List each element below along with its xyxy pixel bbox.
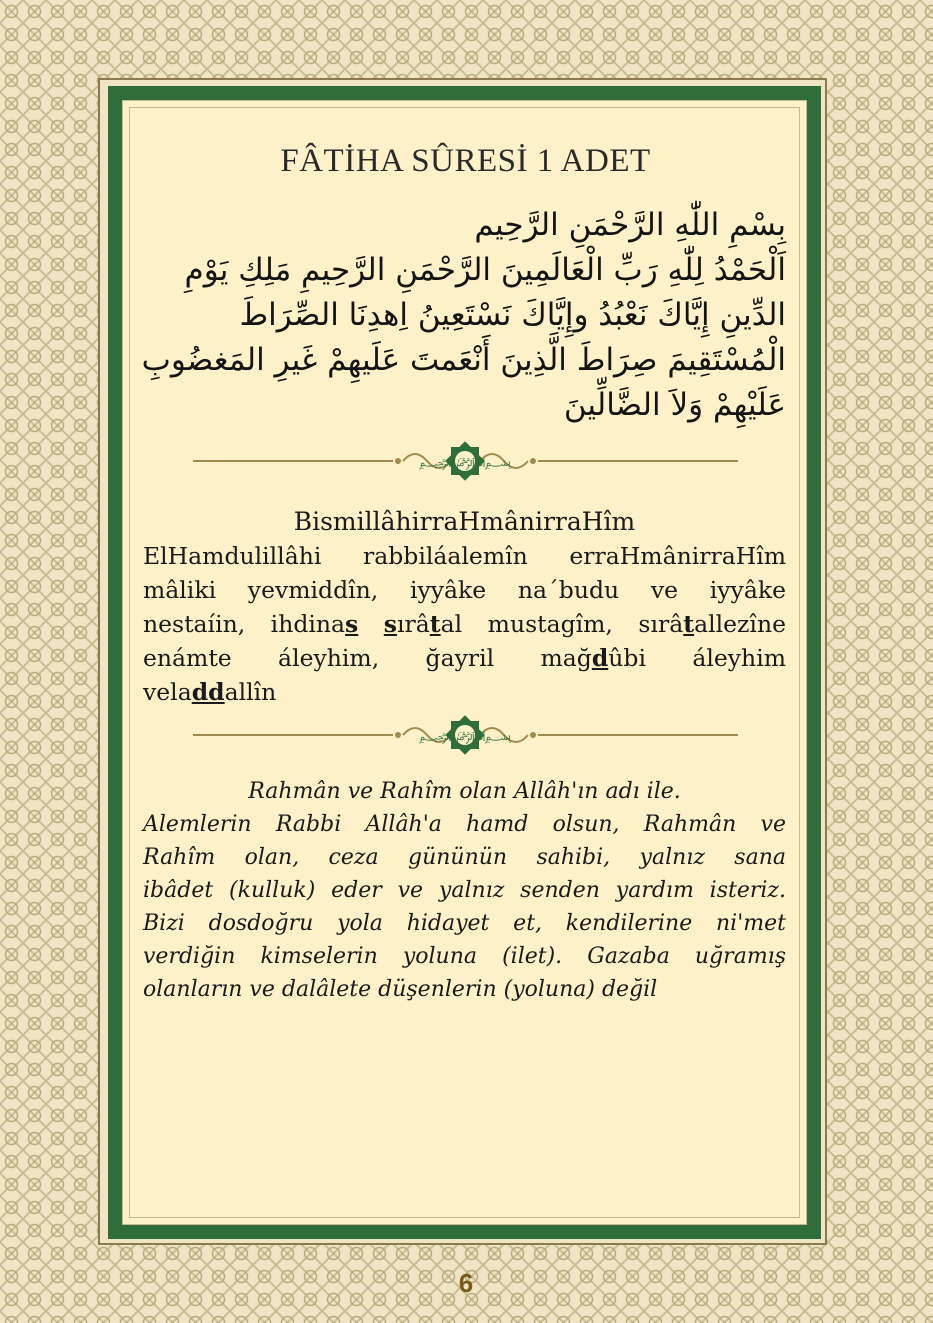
arabic-line: الْمُسْتَقِيمَ صِرَاطَ الَّذِينَ أَنْعَمتَ عَلَيهِمْ غَيرِ المَغضُوبِ xyxy=(141,342,786,378)
arabic-text xyxy=(143,203,786,428)
arabic-line: عَلَيْهِمْ وَلاَ الضَّالِّينَ xyxy=(563,387,786,423)
arabic-line: الدِّينِ إِيَّاكَ نَعْبُدُ وإِيَّاكَ نَسْتَعِينُ اِهدِنَا الصِّرَاطَ xyxy=(239,297,786,333)
meaning-line: ibâdet (kulluk) eder ve yalnız senden yardım isteriz. xyxy=(143,878,786,903)
arabic-line: اَلْحَمْدُ لِلّٰهِ رَبِّ الْعَالَمِينَ الرَّحْمَنِ الرَّحِيمِ مَلِكِ يَوْمِ xyxy=(184,252,786,288)
transliteration-line: mâliki yevmiddîn, iyyâke na´budu ve iyyâke xyxy=(143,576,786,604)
ornament-divider-2 xyxy=(193,713,738,757)
arabic-line-basmala: بِسْمِ اللّٰهِ الرَّحْمَنِ الرَّحِيم xyxy=(474,207,786,243)
page-number: 6 xyxy=(458,1268,474,1298)
page-title: FÂTİHA SÛRESİ 1 ADET xyxy=(280,143,651,179)
meaning-line: Rahîm olan, ceza gününün sahibi, yalnız sana xyxy=(143,845,786,870)
svg-text:﷽: ﷽ xyxy=(418,729,512,743)
transliteration-line: veladdallîn xyxy=(143,678,277,706)
transliteration-line: enámte áleyhim, ğayril mağdûbi áleyhim xyxy=(143,644,786,672)
transliteration-text xyxy=(143,505,786,709)
page-content xyxy=(122,100,807,1225)
meaning-line: Rahmân ve Rahîm olan Allâh'ın adı ile. xyxy=(248,779,681,804)
meaning-line: verdiğin kimselerin yoluna (ilet). Gazaba uğramış xyxy=(143,944,786,969)
meaning-line: olanların ve dalâlete düşenlerin (yoluna) değil xyxy=(143,977,658,1002)
meaning-line: Alemlerin Rabbi Allâh'a hamd olsun, Rahmân ve xyxy=(143,812,786,837)
transliteration-line: ElHamdulillâhi rabbiláalemîn erraHmânirraHîm xyxy=(143,542,786,570)
svg-text:﷽: ﷽ xyxy=(418,455,512,469)
meaning-line: Bizi dosdoğru yola hidayet et, kendilerine ni'met xyxy=(143,911,786,936)
transliteration-line: nestaíin, ihdinas sırâtal mustagîm, sırâtallezîne xyxy=(143,610,786,638)
meaning-text xyxy=(143,775,786,1006)
transliteration-basmala: BismillâhirraHmânirraHîm xyxy=(293,507,636,536)
ornament-divider-1 xyxy=(193,439,738,483)
